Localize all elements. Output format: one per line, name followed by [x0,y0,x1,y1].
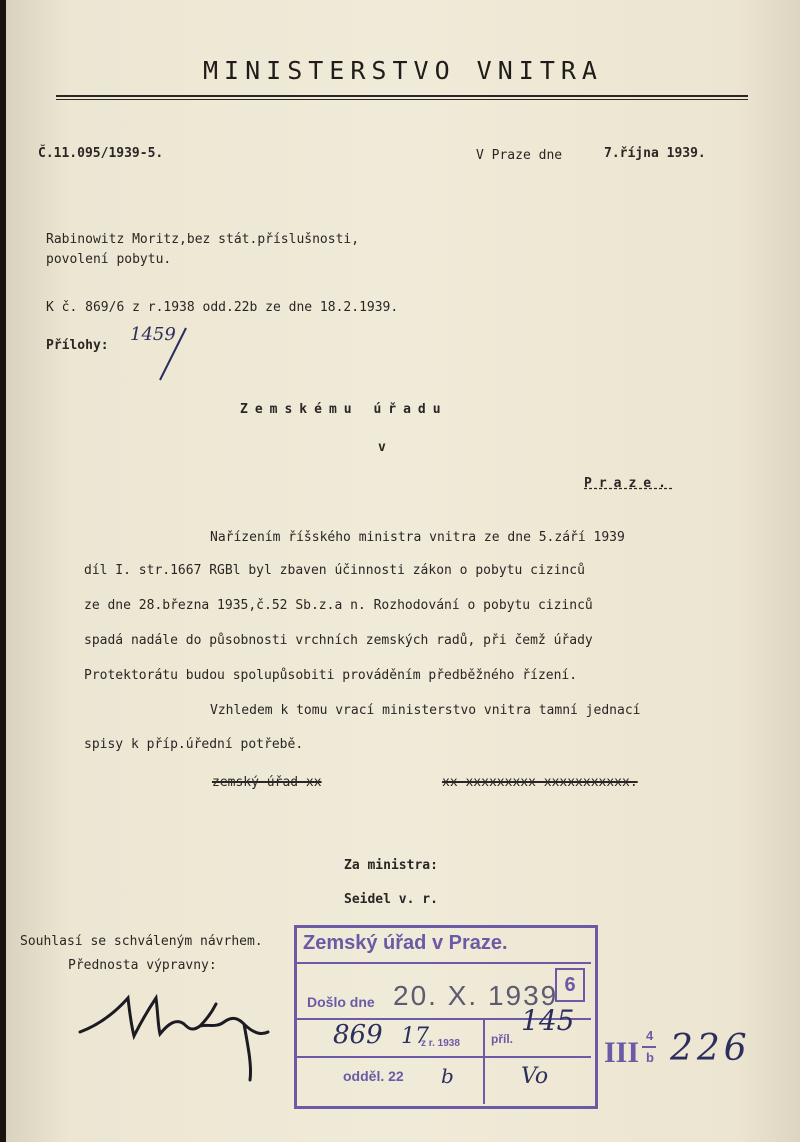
stamp-number: 6 [555,968,585,1002]
body-p1-line-4: spadá nadále do působnosti vrchních zemských radů, při čemž úřady [84,633,593,648]
stamp-received-label: Došlo dne [307,994,375,1010]
handwritten-signature [76,976,276,1086]
approval-line-2: Přednosta výpravny: [68,958,217,973]
addressee-line-3: Praze. [584,476,673,491]
struck-text-left: zemský úřad xx [212,775,322,790]
body-p1-line-2: díl I. str.1667 RGBl byl zbaven účinnosti zákon o pobytu cizinců [84,563,585,578]
received-stamp [294,925,598,1109]
stamp-received-date: 20. X. 1939 [393,980,559,1011]
struck-text-right: xx xxxxxxxxx xxxxxxxxxxx. [442,775,638,790]
document-date: 7.října 1939. [604,146,706,161]
margin-fraction-top: 4 [646,1028,654,1043]
stamp-attachments-label: příl. [491,1032,514,1046]
signature-line-1: Za ministra: [344,858,438,873]
attachments-label: Přílohy: [46,338,109,353]
reference-kc: K č. 869/6 z r.1938 odd.22b ze dne 18.2.1939. [46,300,399,315]
stamp-file-number: 869 [333,1020,383,1050]
stamp-note: Vo [521,1064,549,1089]
ministry-header: MINISTERSTVO VNITRA [203,56,603,85]
subject-line-1: Rabinowitz Moritz,bez stát.příslušnosti, [46,232,360,247]
body-p1-line-5: Protektorátu budou spolupůsobiti prováděním předběžného řízení. [84,668,578,683]
subject-line-2: povolení pobytu. [46,252,172,267]
header-rule-thin [56,99,748,100]
document-page [6,0,800,1142]
stamp-divider [297,962,591,964]
margin-fraction-bar [642,1046,656,1048]
margin-handwritten-number: 226 [670,1028,751,1069]
margin-fraction-bottom: b [646,1050,654,1065]
signature-line-2: Seidel v. r. [344,892,438,907]
stamp-divider-3 [297,1056,591,1058]
stamp-file-suffix: 17 [401,1024,429,1049]
margin-roman-numeral: III [604,1036,640,1069]
stamp-attachments-value: 145 [521,1004,575,1037]
body-p2-line-2: spisy k příp.úřední potřebě. [84,737,304,752]
body-p1-line-1: Nařízením říšského ministra vnitra ze dne 5.září 1939 [210,530,625,545]
reference-number: Č.11.095/1939-5. [38,146,164,161]
stamp-year-label: z r. 1938 [421,1038,460,1049]
stamp-department-label: odděl. 22 [343,1068,404,1084]
handwritten-slash [146,324,206,384]
addressee-line-2: v [378,440,386,455]
attachments-handwritten: 1459 [130,324,176,345]
stamp-department-suffix: b [441,1064,454,1088]
place-date-prefix: V Praze dne [476,148,563,163]
body-p2-line-1: Vzhledem k tomu vrací ministerstvo vnitra tamní jednací [210,703,641,718]
addressee-line-1: Zemskému úřadu [240,402,448,417]
approval-line-1: Souhlasí se schváleným návrhem. [20,934,263,949]
header-rule [56,95,748,97]
body-p1-line-3: ze dne 28.března 1935,č.52 Sb.z.a n. Rozhodování o pobytu cizinců [84,598,593,613]
stamp-title: Zemský úřad v Praze. [303,932,508,954]
stamp-vertical-divider [483,1018,485,1104]
